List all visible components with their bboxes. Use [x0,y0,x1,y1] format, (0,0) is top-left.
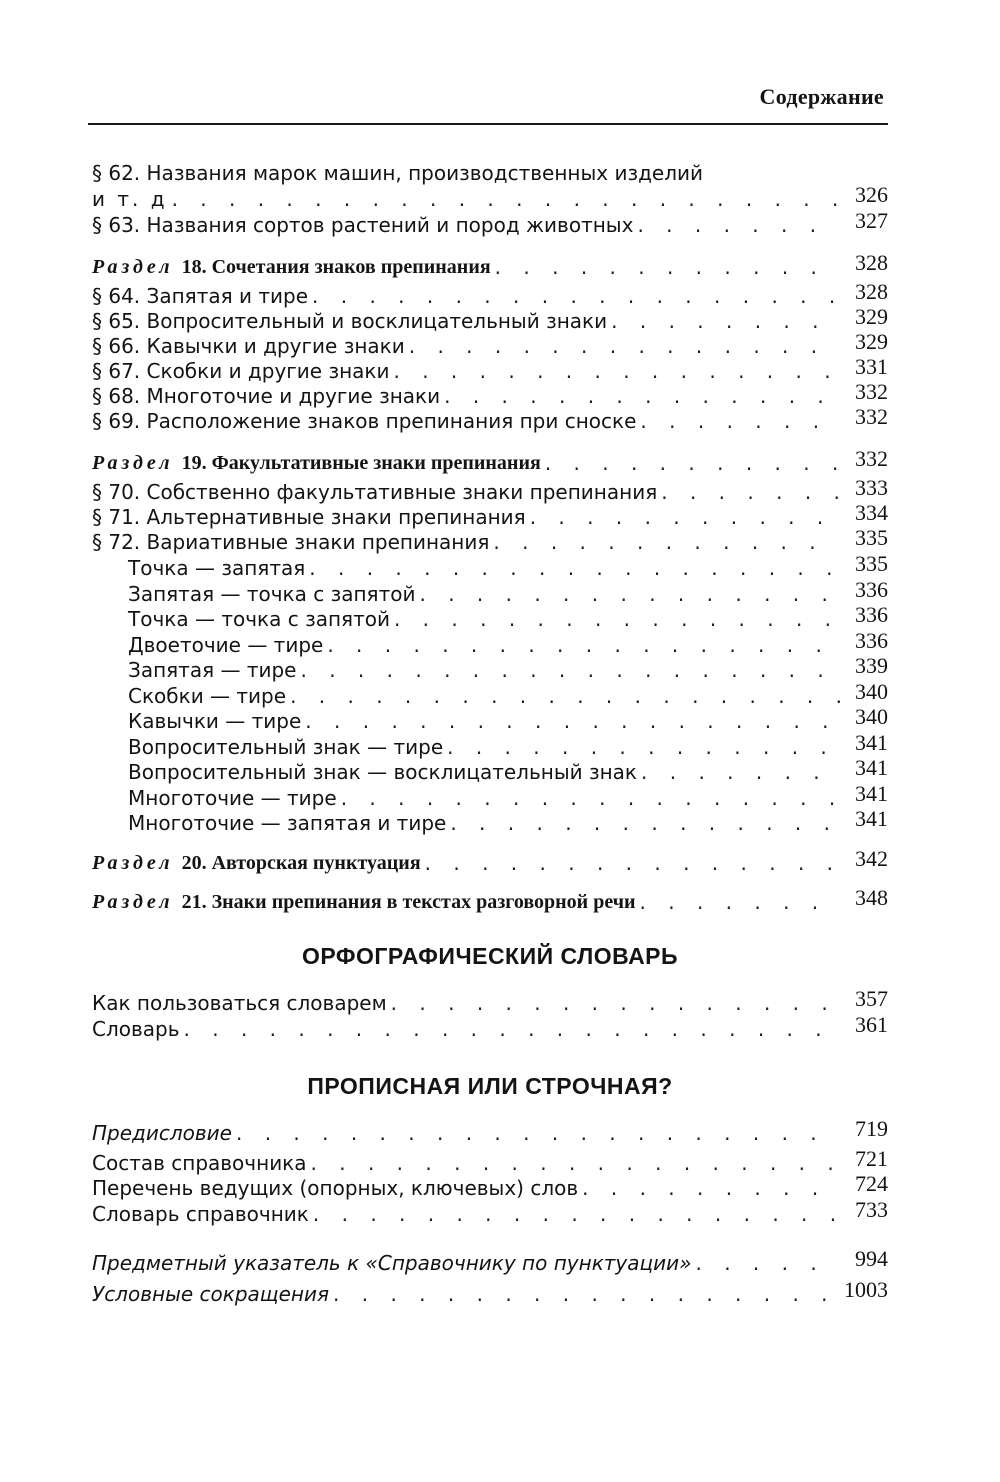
leader-dots [236,1120,840,1146]
toc-page-number: 341 [855,781,888,806]
toc-entry-title: Перечень ведущих (опорных, ключевых) слов [92,1176,579,1200]
leader-dots [640,408,840,434]
toc-page-number: 361 [855,1012,888,1037]
toc-page-number: 335 [855,525,888,550]
toc-subentry[interactable] [128,704,888,734]
toc-subentry[interactable] [128,755,888,785]
toc-entry-title: § 68. Многоточие и другие знаки [92,384,441,408]
toc-entry-structure[interactable] [92,1146,888,1176]
toc-page-number: 340 [855,704,888,729]
heading-dictionary: ОРФОГРАФИЧЕСКИЙ СЛОВАРЬ [301,943,679,969]
section-label: Раздел [92,891,174,913]
leader-dots [450,810,840,836]
leader-dots [394,358,841,384]
toc-page-number: 357 [855,986,888,1011]
toc-entry-67[interactable] [92,354,888,384]
toc-page-number: 341 [855,755,888,780]
toc-section-19[interactable] [92,446,888,476]
toc-entry-title: § 66. Кавычки и другие знаки [92,334,405,358]
toc-entry-title: § 67. Скобки и другие знаки [92,359,390,383]
toc-subentry[interactable] [128,577,888,607]
toc-entry-title: Кавычки — тире [128,709,302,733]
toc-page-number: 331 [855,354,888,379]
toc-page-number: 332 [855,379,888,404]
toc-entry-title: Запятая — точка с запятой [128,582,416,606]
toc-section-20[interactable] [92,846,888,876]
leader-dots [611,308,840,334]
toc-page-number: 733 [855,1197,888,1222]
toc-entry-keywords[interactable] [92,1171,888,1201]
toc-entry-title: § 63. Названия сортов растений и пород животных [92,213,634,237]
toc-entry-title: Состав справочника [92,1151,307,1175]
leader-dots [641,759,840,785]
toc-page-number: 332 [855,446,888,471]
toc-entry-title: Условные сокращения [92,1282,330,1306]
toc-entry-title: Словарь [92,1017,180,1041]
toc-page-number: 336 [855,628,888,653]
toc-entry-62-line2[interactable] [92,182,888,212]
toc-subentry[interactable] [128,730,888,760]
toc-entry-title: Точка — точка с запятой [128,607,390,631]
toc-section-21[interactable] [92,885,888,915]
toc-entry-title: § 64. Запятая и тире [92,284,309,308]
toc-page-number: 339 [855,653,888,678]
toc-entry-title: Как пользоваться словарем [92,991,387,1015]
leader-dots [394,606,840,632]
toc-entry-69[interactable] [92,404,888,434]
toc-entry-dictionary[interactable] [92,1012,888,1042]
toc-entry-title: § 65. Вопросительный и восклицательный знаки [92,309,608,333]
toc-page-number: 1003 [844,1277,888,1302]
toc-subentry[interactable] [128,679,888,709]
toc-page-number: 329 [855,329,888,354]
leader-dots [341,785,840,811]
leader-dots [290,683,840,709]
leader-dots [309,555,840,581]
toc-entry-72[interactable] [92,525,888,555]
toc-subentry[interactable] [128,781,888,811]
toc-page-number: 340 [855,679,888,704]
toc-page-number: 994 [855,1246,888,1271]
toc-entry-title: Многоточие — запятая и тире [128,811,447,835]
toc-subentry[interactable] [128,806,888,836]
leader-dots [312,283,840,309]
toc-entry-title: Скобки — тире [128,684,287,708]
toc-entry-dictionary-howto[interactable] [92,986,888,1016]
toc-page-number: 336 [855,577,888,602]
toc-entry-title: Словарь справочник [92,1202,309,1226]
leader-dots [419,581,840,607]
toc-entry-66[interactable] [92,329,888,359]
toc-page-number: 327 [855,208,888,233]
leader-dots [495,254,840,280]
toc-entry-68[interactable] [92,379,888,409]
toc-entry-71[interactable] [92,500,888,530]
toc-entry-title: § 69. Расположение знаков препинания при сноске [92,409,637,433]
header-rule [88,123,888,125]
leader-dots [172,186,840,212]
toc-entry-continuation: и т. д [92,187,168,211]
toc-entry-title: Двоеточие — тире [128,633,324,657]
leader-dots [327,632,840,658]
toc-page-number: 341 [855,730,888,755]
toc-entry-title: § 71. Альтернативные знаки препинания [92,505,526,529]
toc-entry-title: § 62. Названия марок машин, производственных изделий [92,161,704,185]
toc-page-number: 341 [855,806,888,831]
leader-dots [333,1281,838,1307]
toc-page-number: 724 [855,1171,888,1196]
toc-entry-62-line1 [92,160,888,186]
toc-entry-subject-index[interactable] [92,1246,888,1276]
toc-entry-64[interactable] [92,279,888,309]
section-title: 19. Факультативные знаки препинания [181,452,541,474]
leader-dots [444,383,840,409]
leader-dots [545,450,840,476]
toc-entry-abbreviations[interactable] [92,1277,888,1307]
section-label: Раздел [92,256,174,278]
leader-dots [530,504,840,530]
toc-page-number: 719 [855,1116,888,1141]
toc-entry-63[interactable] [92,208,888,238]
toc-page-number: 348 [855,885,888,910]
section-title: 21. Знаки препинания в текстах разговорной речи [181,891,636,913]
leader-dots [661,479,840,505]
leader-dots [637,212,840,238]
toc-page-number: 334 [855,500,888,525]
toc-entry-handbook-dictionary[interactable] [92,1197,888,1227]
leader-dots [493,529,840,555]
running-head: Содержание [759,84,884,109]
toc-page-number: 328 [855,250,888,275]
leader-dots [582,1175,840,1201]
leader-dots [391,990,840,1016]
toc-entry-title: Многоточие — тире [128,786,337,810]
toc-page-number: 328 [855,279,888,304]
heading-capitalization: ПРОПИСНАЯ ИЛИ СТРОЧНАЯ? [307,1073,673,1099]
toc-entry-title: Запятая — тире [128,658,297,682]
leader-dots [425,850,840,876]
toc-entry-title: Предисловие [92,1121,232,1145]
toc-page-number: 332 [855,404,888,429]
leader-dots [184,1016,840,1042]
toc-entry-title: Вопросительный знак — восклицательный знак [128,760,638,784]
toc-entry-title: Предметный указатель к «Справочнику по пунктуации» [92,1251,692,1275]
leader-dots [301,657,841,683]
toc-entry-65[interactable] [92,304,888,334]
toc-entry-title: Вопросительный знак — тире [128,735,444,759]
toc-page-number: 721 [855,1146,888,1171]
toc-page-number: 342 [855,846,888,871]
toc-entry-70[interactable] [92,475,888,505]
section-title: 20. Авторская пунктуация [181,852,421,874]
toc-subentry[interactable] [128,653,888,683]
leader-dots [313,1201,840,1227]
toc-page-number: 329 [855,304,888,329]
toc-entry-title: § 72. Вариативные знаки препинания [92,530,490,554]
toc-entry-title: § 70. Собственно факультативные знаки препинания [92,480,658,504]
toc-entry-title: Точка — запятая [128,556,306,580]
leader-dots [305,708,840,734]
leader-dots [311,1150,840,1176]
section-title: 18. Сочетания знаков препинания [181,256,491,278]
leader-dots [447,734,840,760]
toc-entry-preface[interactable] [92,1116,888,1146]
toc-page-number: 333 [855,475,888,500]
toc-page-number: 326 [855,182,888,207]
leader-dots [640,889,840,915]
toc-section-18[interactable] [92,250,888,280]
toc-page-number: 335 [855,551,888,576]
toc-subentry[interactable] [128,628,888,658]
toc-subentry[interactable] [128,602,888,632]
leader-dots [409,333,840,359]
toc-subentry[interactable] [128,551,888,581]
toc-page-number: 336 [855,602,888,627]
section-label: Раздел [92,852,174,874]
leader-dots [695,1250,840,1276]
section-label: Раздел [92,452,174,474]
